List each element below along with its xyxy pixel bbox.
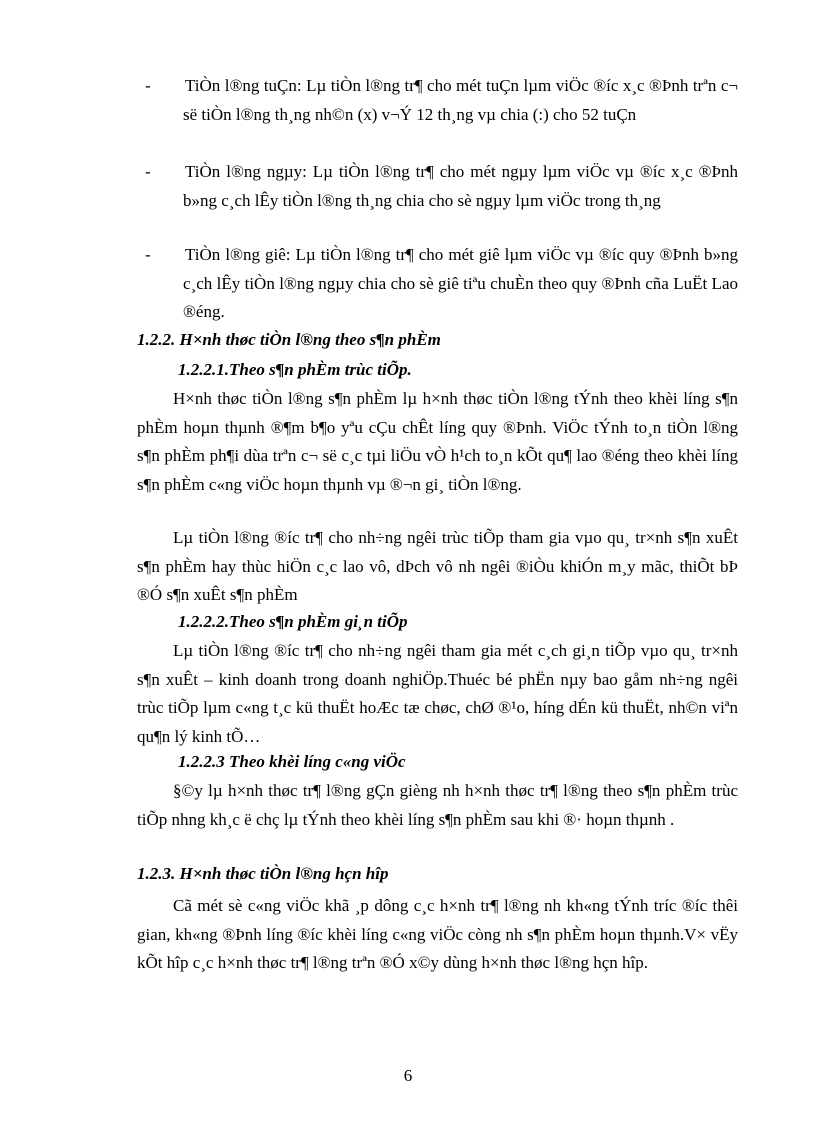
- paragraph-mixed-wage: Cã mét sè c«ng viÖc khã ¸p dông c¸c h×nh tr¶ l®ng nh kh«ng tÝnh tríc ®íc thêi gian, kh«ng ®Þnh líng ®íc khèi líng c«ng viÖc còng nh s¶n phÈm hoµn thµnh.V× vËy kÕt hîp c¸c h×nh thøc tr¶ l®ng trªn ®Ó x©y dùng h×nh thøc l®ng hçn hîp.: [137, 896, 738, 972]
- bullet-dash: -: [145, 76, 151, 95]
- section-heading-1-2-2: 1.2.2. H×nh thøc tiÒn l®ng theo s¶n phÈm: [137, 330, 441, 349]
- bullet-dash: -: [145, 162, 151, 181]
- subsection-heading-1-2-2-3: 1.2.2.3 Theo khèi líng c«ng viÖc: [178, 752, 406, 771]
- bullet-dash: -: [145, 245, 151, 264]
- subsection-heading-1-2-2-1: 1.2.2.1.Theo s¶n phÈm trùc tiÕp.: [178, 360, 412, 379]
- bullet-hourly-wage: [145, 241, 738, 327]
- paragraph-direct-workers: Lµ tiÒn l®ng ®íc tr¶ cho nh÷ng ngêi trùc tiÕp tham gia vµo qu¸ tr×nh s¶n xuÊt s¶n phÈm hay thùc hiÖn c¸c lao vô, dÞch vô nh ngêi ®iÒu khiÓn m¸y mãc, thiÕt bÞ ®Ó s¶n xuÊt s¶n phÈm: [137, 528, 738, 604]
- bullet-weekly-wage: [145, 72, 738, 129]
- page-number: 6: [403, 1066, 413, 1085]
- section-heading-1-2-3: 1.2.3. H×nh thøc tiÒn l®ng hçn hîp: [137, 864, 389, 883]
- bullet-text: TiÒn l®ng ngµy: Lµ tiÒn l®ng tr¶ cho mét ngµy lµm viÖc vµ ®íc x¸c ®Þnh b»ng c¸ch lÊy tiÒn l®ng th¸ng chia cho sè ngµy lµm viÖc trong th¸ng: [183, 162, 738, 210]
- bullet-text: TiÒn l®ng tuÇn: Lµ tiÒn l®ng tr¶ cho mét tuÇn lµm viÖc ®íc x¸c ®Þnh trªn c¬ së tiÒn l®ng th¸ng nh©n (x) v¬Ý 12 th¸ng vµ chia (:) cho 52 tuÇn: [183, 76, 738, 124]
- subsection-heading-1-2-2-2: 1.2.2.2.Theo s¶n phÈm gi¸n tiÕp: [178, 612, 408, 631]
- paragraph-workload-wage: §©y lµ h×nh thøc tr¶ l®ng gÇn gièng nh h×nh thøc tr¶ l®ng theo s¶n phÈm trùc tiÕp nhng kh¸c ë chç lµ tÝnh theo khèi líng s¶n phÈm sau khi ®· hoµn thµnh .: [137, 781, 738, 829]
- paragraph-direct-product-wage: H×nh thøc tiÒn l®ng s¶n phÈm lµ h×nh thøc tiÒn l®ng tÝnh theo khèi líng s¶n phÈm hoµn thµnh ®¶m b¶o yªu cÇu chÊt líng quy ®Þnh. ViÖc tÝnh to¸n tiÒn l®ng s¶n phÈm ph¶i dùa trªn c¬ së c¸c tµi liÖu vÒ h¹ch to¸n kÕt qu¶ lao ®éng theo khèi líng s¶n phÈm c«ng viÖc hoµn thµnh vµ ®¬n gi¸ tiÒn l®ng.: [137, 389, 738, 494]
- bullet-daily-wage: [145, 158, 738, 215]
- paragraph-indirect-product-wage: Lµ tiÒn l®ng ®íc tr¶ cho nh÷ng ngêi tham gia mét c¸ch gi¸n tiÕp vµo qu¸ tr×nh s¶n xuÊt – kinh doanh trong doanh nghiÖp.Thuéc bé phËn nµy bao gåm nh÷ng ngêi trùc tiÕp lµm c«ng t¸c kü thuËt hoÆc tæ chøc, chØ ®¹o, híng dÉn kü thuËt, nh©n viªn qu¶n lý kinh tÕ…: [137, 641, 738, 746]
- bullet-text: TiÒn l®ng giê: Lµ tiÒn l®ng tr¶ cho mét giê lµm viÖc vµ ®íc quy ®Þnh b»ng c¸ch lÊy tiÒn l®ng ngµy chia cho sè giê tiªu chuÈn theo quy ®Þnh cña LuËt Lao ®éng.: [183, 245, 738, 321]
